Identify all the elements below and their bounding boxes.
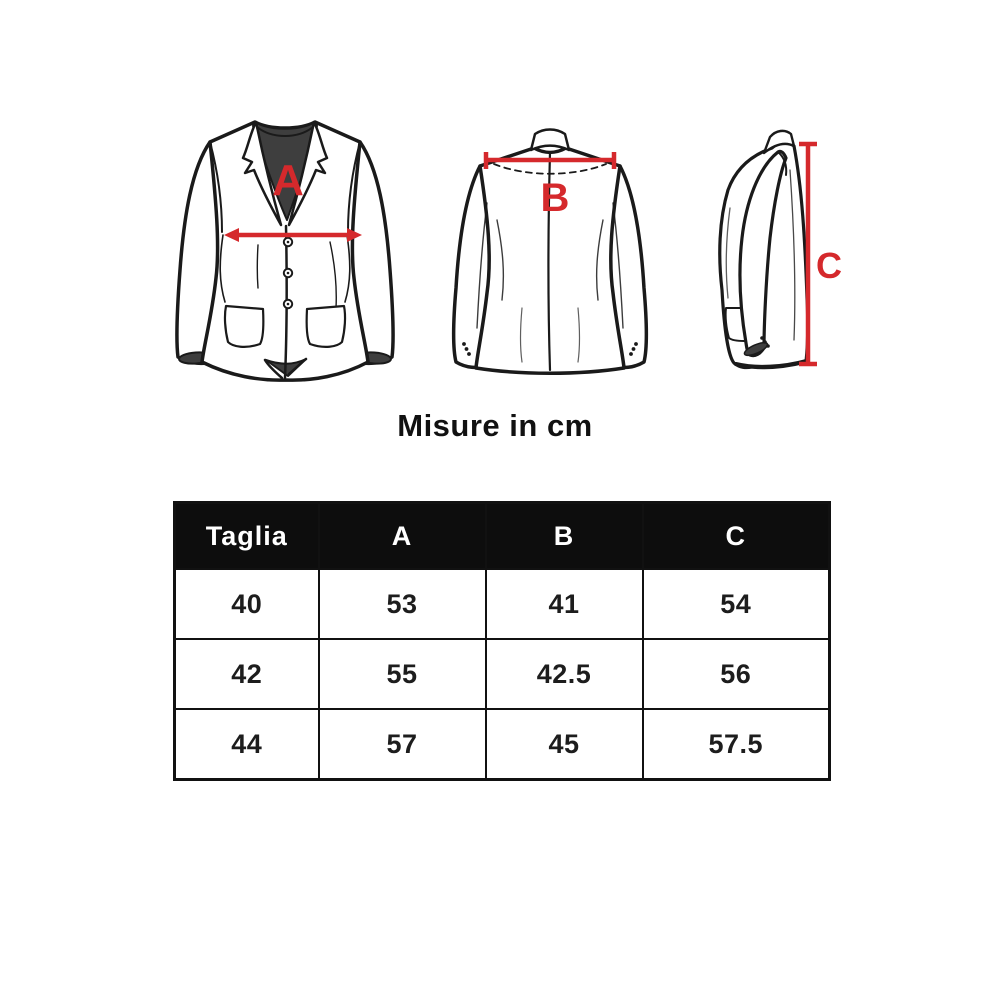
front-right-pocket (307, 306, 345, 347)
size-table-row (175, 569, 830, 639)
front-left-pocket (225, 306, 263, 347)
size-table-header-cell: Taglia (175, 503, 319, 570)
size-table-cell: 53 (319, 569, 486, 639)
jacket-front-view (160, 110, 410, 390)
size-table-cell: 42 (175, 639, 319, 709)
size-table-cell: 42.5 (486, 639, 643, 709)
jacket-front-illustration (160, 110, 410, 390)
jacket-side-view (690, 108, 860, 388)
measurement-label-b: B (540, 176, 570, 220)
size-table-cell: 57.5 (643, 709, 830, 780)
size-table-cell: 45 (486, 709, 643, 780)
jacket-back-view (430, 108, 670, 388)
size-table-row (175, 639, 830, 709)
size-table-cell: 56 (643, 639, 830, 709)
jacket-side-illustration (690, 108, 860, 388)
jacket-back-illustration (430, 108, 670, 388)
size-table-header-cell: B (486, 503, 643, 570)
size-table-body (175, 569, 830, 780)
size-table-header-cell: C (643, 503, 830, 570)
measurement-label-a: A (272, 156, 304, 205)
size-table-cell: 55 (319, 639, 486, 709)
back-collar (531, 130, 569, 151)
size-table-cell: 40 (175, 569, 319, 639)
size-table (173, 501, 831, 781)
size-table-header-cell: A (319, 503, 486, 570)
size-table-cell: 54 (643, 569, 830, 639)
size-table-head (175, 503, 830, 570)
size-table-cell: 57 (319, 709, 486, 780)
size-table-header-row (175, 503, 830, 570)
size-table-cell: 44 (175, 709, 319, 780)
size-table-row (175, 709, 830, 780)
measurement-label-c: C (816, 245, 842, 286)
size-table-cell: 41 (486, 569, 643, 639)
page-title: Misure in cm (397, 408, 593, 443)
